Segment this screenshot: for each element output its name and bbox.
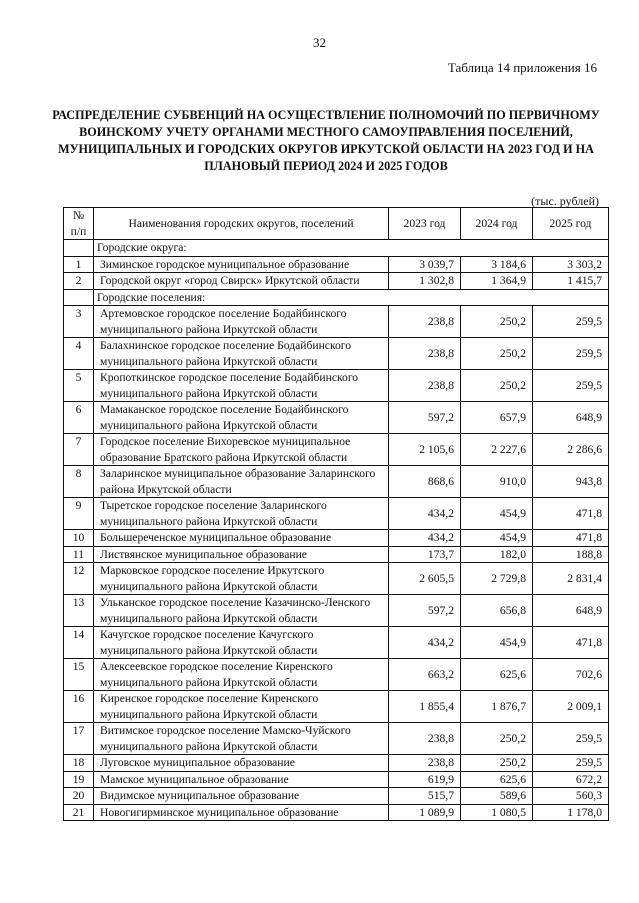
row-name: Листвянское муниципальное образование bbox=[94, 546, 389, 563]
table-row bbox=[64, 788, 609, 805]
group-label: Городские округа: bbox=[94, 240, 609, 257]
value-2025: 648,9 bbox=[533, 595, 609, 627]
row-name: Марковское городское поселение Иркутского муниципального района Иркутской области bbox=[94, 563, 389, 595]
value-2023: 515,7 bbox=[389, 788, 461, 805]
table-row bbox=[64, 434, 609, 466]
table-row bbox=[64, 804, 609, 821]
row-number: 6 bbox=[64, 402, 94, 434]
value-2025: 259,5 bbox=[533, 370, 609, 402]
table-row bbox=[64, 466, 609, 498]
value-2023: 868,6 bbox=[389, 466, 461, 498]
table-reference: Таблица 14 приложения 16 bbox=[447, 60, 597, 75]
row-name: Тыретское городское поселение Заларинского муниципального района Иркутской области bbox=[94, 498, 389, 530]
row-number: 11 bbox=[64, 546, 94, 563]
value-2025: 702,6 bbox=[533, 659, 609, 691]
row-name: Балахнинское городское поселение Бодайбинского муниципального района Иркутской области bbox=[94, 338, 389, 370]
table-row bbox=[64, 755, 609, 772]
row-name: Мамское муниципальное образование bbox=[94, 771, 389, 788]
row-name: Киренское городское поселение Киренского муниципального района Иркутской области bbox=[94, 691, 389, 723]
value-2024: 1 080,5 bbox=[461, 804, 533, 821]
row-number: 9 bbox=[64, 498, 94, 530]
value-2023: 619,9 bbox=[389, 771, 461, 788]
table-row bbox=[64, 306, 609, 338]
row-number: 4 bbox=[64, 338, 94, 370]
value-2024: 454,9 bbox=[461, 530, 533, 547]
row-number: 21 bbox=[64, 804, 94, 821]
units-label: (тыс. рублей) bbox=[531, 194, 599, 208]
value-2024: 250,2 bbox=[461, 370, 533, 402]
group-num-cell bbox=[64, 240, 94, 257]
value-2024: 454,9 bbox=[461, 627, 533, 659]
value-2025: 3 303,2 bbox=[533, 256, 609, 273]
row-name: Заларинское муниципальное образование Заларинского района Иркутской области bbox=[94, 466, 389, 498]
value-2025: 471,8 bbox=[533, 627, 609, 659]
row-name: Зиминское городское муниципальное образование bbox=[94, 256, 389, 273]
table-header-row bbox=[64, 208, 609, 240]
table-row bbox=[64, 256, 609, 273]
value-2023: 597,2 bbox=[389, 595, 461, 627]
value-2025: 648,9 bbox=[533, 402, 609, 434]
value-2025: 2 009,1 bbox=[533, 691, 609, 723]
row-number: 16 bbox=[64, 691, 94, 723]
value-2024: 182,0 bbox=[461, 546, 533, 563]
row-name: Большереченское муниципальное образование bbox=[94, 530, 389, 547]
value-2025: 1 178,0 bbox=[533, 804, 609, 821]
subsidy-table bbox=[63, 207, 609, 821]
value-2024: 250,2 bbox=[461, 338, 533, 370]
table-row bbox=[64, 627, 609, 659]
value-2025: 188,8 bbox=[533, 546, 609, 563]
value-2023: 434,2 bbox=[389, 530, 461, 547]
row-number: 14 bbox=[64, 627, 94, 659]
row-number: 3 bbox=[64, 306, 94, 338]
value-2024: 250,2 bbox=[461, 723, 533, 755]
row-number: 5 bbox=[64, 370, 94, 402]
value-2024: 250,2 bbox=[461, 306, 533, 338]
row-number: 7 bbox=[64, 434, 94, 466]
row-number: 12 bbox=[64, 563, 94, 595]
table-row bbox=[64, 530, 609, 547]
row-number: 15 bbox=[64, 659, 94, 691]
value-2024: 1 364,9 bbox=[461, 273, 533, 290]
row-number: 20 bbox=[64, 788, 94, 805]
document-title: РАСПРЕДЕЛЕНИЕ СУБВЕНЦИЙ НА ОСУЩЕСТВЛЕНИЕ ПОЛНОМОЧИЙ ПО ПЕРВИЧНОМУ ВОИНСКОМУ УЧЕТУ ОРГАНАМИ МЕСТНОГО САМОУПРАВЛЕНИЯ ПОСЕЛЕНИЙ, МУНИЦИПАЛЬНЫХ И ГОРОДСКИХ ОКРУГОВ ИРКУТСКОЙ ОБЛАСТИ НА 2023 ГОД И НА ПЛАНОВЫЙ ПЕРИОД 2024 И 2025 ГОДОВ bbox=[52, 108, 600, 173]
group-row bbox=[64, 240, 609, 257]
value-2024: 657,9 bbox=[461, 402, 533, 434]
header-name: Наименования городских округов, поселений bbox=[94, 208, 389, 240]
value-2023: 1 855,4 bbox=[389, 691, 461, 723]
value-2025: 471,8 bbox=[533, 530, 609, 547]
value-2024: 625,6 bbox=[461, 771, 533, 788]
group-label: Городские поселения: bbox=[94, 289, 609, 306]
table-row bbox=[64, 402, 609, 434]
value-2023: 238,8 bbox=[389, 338, 461, 370]
row-number: 19 bbox=[64, 771, 94, 788]
header-2023: 2023 год bbox=[389, 208, 461, 240]
value-2023: 238,8 bbox=[389, 306, 461, 338]
row-number: 2 bbox=[64, 273, 94, 290]
table-row bbox=[64, 659, 609, 691]
value-2024: 625,6 bbox=[461, 659, 533, 691]
header-2025: 2025 год bbox=[533, 208, 609, 240]
row-number: 1 bbox=[64, 256, 94, 273]
row-number: 8 bbox=[64, 466, 94, 498]
table-row bbox=[64, 338, 609, 370]
value-2023: 597,2 bbox=[389, 402, 461, 434]
value-2023: 434,2 bbox=[389, 498, 461, 530]
value-2025: 672,2 bbox=[533, 771, 609, 788]
value-2024: 2 729,8 bbox=[461, 563, 533, 595]
table-row bbox=[64, 771, 609, 788]
value-2025: 471,8 bbox=[533, 498, 609, 530]
value-2023: 2 105,6 bbox=[389, 434, 461, 466]
header-2024: 2024 год bbox=[461, 208, 533, 240]
value-2023: 1 302,8 bbox=[389, 273, 461, 290]
value-2025: 259,5 bbox=[533, 338, 609, 370]
row-name: Артемовское городское поселение Бодайбинского муниципального района Иркутской области bbox=[94, 306, 389, 338]
row-number: 13 bbox=[64, 595, 94, 627]
row-name: Городское поселение Вихоревское муниципальное образование Братского района Иркутской области bbox=[94, 434, 389, 466]
value-2024: 910,0 bbox=[461, 466, 533, 498]
table-row bbox=[64, 723, 609, 755]
value-2025: 560,3 bbox=[533, 788, 609, 805]
value-2023: 238,8 bbox=[389, 755, 461, 772]
table-row bbox=[64, 595, 609, 627]
value-2025: 259,5 bbox=[533, 755, 609, 772]
value-2024: 656,8 bbox=[461, 595, 533, 627]
value-2025: 1 415,7 bbox=[533, 273, 609, 290]
group-row bbox=[64, 289, 609, 306]
value-2025: 259,5 bbox=[533, 306, 609, 338]
value-2023: 1 089,9 bbox=[389, 804, 461, 821]
value-2024: 3 184,6 bbox=[461, 256, 533, 273]
table-row bbox=[64, 691, 609, 723]
row-name: Новогигирминское муниципальное образование bbox=[94, 804, 389, 821]
value-2024: 1 876,7 bbox=[461, 691, 533, 723]
table-row bbox=[64, 546, 609, 563]
table-row bbox=[64, 563, 609, 595]
row-name: Витимское городское поселение Мамско-Чуйского муниципального района Иркутской области bbox=[94, 723, 389, 755]
header-num: № п/п bbox=[64, 208, 94, 240]
value-2023: 663,2 bbox=[389, 659, 461, 691]
value-2023: 173,7 bbox=[389, 546, 461, 563]
group-num-cell bbox=[64, 289, 94, 306]
value-2023: 2 605,5 bbox=[389, 563, 461, 595]
value-2023: 238,8 bbox=[389, 370, 461, 402]
value-2024: 454,9 bbox=[461, 498, 533, 530]
row-name: Кропоткинское городское поселение Бодайбинского муниципального района Иркутской области bbox=[94, 370, 389, 402]
row-name: Видимское муниципальное образование bbox=[94, 788, 389, 805]
row-name: Мамаканское городское поселение Бодайбинского муниципального района Иркутской области bbox=[94, 402, 389, 434]
value-2024: 589,6 bbox=[461, 788, 533, 805]
row-name: Ульканское городское поселение Казачинско-Ленского муниципального района Иркутской области bbox=[94, 595, 389, 627]
row-name: Луговское муниципальное образование bbox=[94, 755, 389, 772]
value-2025: 2 831,4 bbox=[533, 563, 609, 595]
value-2025: 259,5 bbox=[533, 723, 609, 755]
value-2025: 2 286,6 bbox=[533, 434, 609, 466]
value-2025: 943,8 bbox=[533, 466, 609, 498]
table-row bbox=[64, 370, 609, 402]
row-name: Алексеевское городское поселение Киренского муниципального района Иркутской области bbox=[94, 659, 389, 691]
table-row bbox=[64, 273, 609, 290]
value-2023: 238,8 bbox=[389, 723, 461, 755]
page-number: 32 bbox=[313, 35, 326, 50]
value-2023: 434,2 bbox=[389, 627, 461, 659]
value-2024: 250,2 bbox=[461, 755, 533, 772]
value-2024: 2 227,6 bbox=[461, 434, 533, 466]
row-number: 18 bbox=[64, 755, 94, 772]
row-number: 10 bbox=[64, 530, 94, 547]
row-name: Качугское городское поселение Качугского муниципального района Иркутской области bbox=[94, 627, 389, 659]
row-name: Городской округ «город Свирск» Иркутской области bbox=[94, 273, 389, 290]
value-2023: 3 039,7 bbox=[389, 256, 461, 273]
table-row bbox=[64, 498, 609, 530]
row-number: 17 bbox=[64, 723, 94, 755]
